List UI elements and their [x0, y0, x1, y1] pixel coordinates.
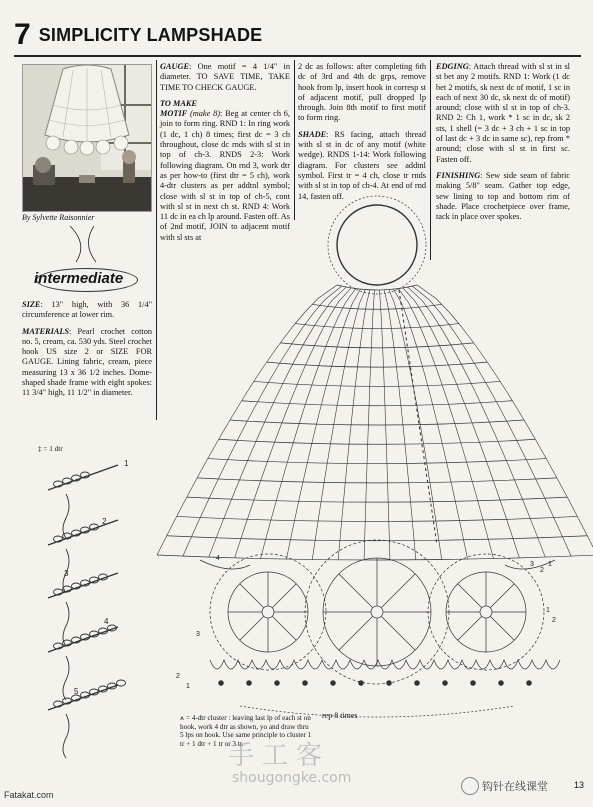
dtr-key [38, 445, 63, 454]
round-number: 1 [186, 683, 190, 690]
shade-round [267, 362, 488, 367]
top-ring-stitches [328, 196, 426, 294]
shade-round [242, 401, 513, 406]
edging-text: : Attach thread with sl st in sl st bet any 2 motifs. RND 1: Work (1 dc bet 2 motifs, sk next dc of motif, 1 sc in each of next 30 dc, sk next dc of motif) around; close with sl st in top of ch-3. RND 2: Ch 1, work * 1 sc in dc, sk 2 sts, 1 shell (= 3 dc + 3 ch + 1 sc in top of last dc + 3 dc in same sc), rep from * around; close with sl st in first sc. Fasten off. [436, 62, 570, 164]
motif-spoke [458, 616, 482, 640]
designer-credit: By Sylvette Raisonnier [22, 213, 95, 222]
cluster-legend-text: = 4-dtr cluster : leaving last lp of each st on hook, work 4 dtr as shown, yo and draw thru 5 lps on hook. Use same principle to cluster 1 tr + 1 dtr + 1 tr or 3 tr. [180, 714, 312, 748]
skill-level-badge: intermediate [34, 270, 124, 287]
howto-step-number: 4 [104, 617, 109, 626]
yarn-loop [117, 680, 126, 686]
edge-picot [415, 681, 420, 686]
shade-round [219, 439, 536, 444]
edge-picot [387, 681, 392, 686]
yarn-strand [63, 602, 69, 646]
motif-spoke [490, 616, 514, 640]
seam-marker [399, 290, 437, 545]
page-number: 13 [574, 780, 585, 790]
round-number: 3 [196, 631, 200, 638]
gauge-text: : One motif = 4 1/4" in diameter. TO SAVE TIME, TAKE TIME TO CHECK GAUGE. [160, 62, 290, 92]
round-number: 1 [548, 561, 552, 568]
motif-outer [428, 554, 544, 670]
yarn-strand [63, 714, 69, 758]
shade-column [412, 286, 571, 556]
motif-label: MOTIF [160, 109, 188, 119]
shade-round [295, 324, 459, 329]
shade-label: SHADE [298, 129, 327, 139]
shade-column [183, 286, 342, 556]
edge-picot [275, 681, 280, 686]
howto-step-number: 5 [74, 687, 79, 696]
site-credit: Fatakat.com [4, 790, 54, 800]
motif-sub: (make 8) [187, 109, 220, 119]
chart-labels [64, 459, 556, 696]
motif-join-text: 2 dc as follows: after completing 6th dc of 3rd and 4th dc grps, remove hook from lp, insert hook in corresp st of adjacent motif, pull dropped lp through. Join 8th motif to first motif to form ring. [298, 62, 426, 123]
howto-step-number: 2 [102, 517, 107, 526]
edge-shells [200, 560, 555, 569]
dtr-howto-sketches [48, 465, 126, 758]
shade-text: : RS facing, attach thread with sl st in dc of any motif (white wedge). RNDS 1-14: Work following diagram. For clusters see addtnl symbol. First tr = 4 ch, close tr rnds with sl st in top of ch-4. At end of rnd 14, fasten off. [298, 129, 426, 201]
round-number: 2 [540, 567, 544, 574]
shade-round [337, 285, 417, 290]
edge-picot [303, 681, 308, 686]
edge-picot [471, 681, 476, 686]
edge-picot [247, 681, 252, 686]
yarn-strand [63, 494, 69, 538]
cluster-symbol-icon: ⩚ [180, 714, 185, 722]
scalloped-edge [210, 660, 560, 669]
wechat-icon [461, 777, 479, 795]
round-number: 3 [530, 561, 534, 568]
shade-column [403, 288, 519, 558]
yarn-strand [63, 656, 69, 700]
motif-spoke [240, 584, 264, 608]
size-text: : 13" high, with 36 1/4" circumference at lower rim. [22, 300, 152, 320]
materials-text: : Pearl crochet cotton no. 5, cream, ca. 530 yds. Steel crochet hook US size 2 or SIZE FOR GAUGE. Lining fabric, cream, piece measuring 13 x 36 1/2 inches. Dome-shaped shade frame with eight spokes: 11 3/4" high, 11 1/2" in diameter. [22, 326, 152, 398]
motif-spoke [339, 574, 373, 608]
motif-text: : Beg at center ch 6, join to form ring. RND 1: In ring work (1 dc, 1 ch) 8 times; first dc = 3 ch throughout, close dc rnds with sl st in top of ch-3. RNDS 2-3: Work following diagram. On rnd 3, work dtr as per how-to (first dtr = 5 ch), work 4-dtr clusters as per addtnl symbol; close with sl st in top of ch-5, cont with sl st in next ch st. RND 4: Work 11 dc in ea ch lp around. Fasten off. As of 2nd motif, JOIN to adjacent motif with sl sts at [160, 109, 290, 242]
motif-center [480, 606, 492, 618]
motif-center [371, 606, 383, 618]
edge-picot [499, 681, 504, 686]
motif-spoke [381, 616, 415, 650]
pattern-number: 7 [14, 18, 31, 51]
motif-spoke [381, 574, 415, 608]
motif-spoke [458, 584, 482, 608]
shade-round [312, 304, 442, 309]
motif-spoke [272, 616, 296, 640]
motif-spoke [272, 584, 296, 608]
shade-grid [157, 196, 593, 560]
motif-spoke [490, 584, 514, 608]
shade-round [280, 343, 473, 348]
shade-column [408, 287, 546, 557]
edge-picot [527, 681, 532, 686]
shade-column [209, 287, 347, 557]
edge-picot [219, 681, 224, 686]
dtr-key-text: = 1 dtr [43, 445, 63, 453]
finishing-text: : Sew side seam of fabric making 5/8" seam. Gather top edge, sew lining to top and bottom rim of shade. Place crochetpiece over frame, tack in place over spokes. [436, 170, 570, 222]
size-label: SIZE [22, 300, 41, 309]
howto-step-number: 3 [64, 569, 69, 578]
edge-picot [359, 681, 364, 686]
edge-picot [331, 681, 336, 686]
finishing-label: FINISHING [436, 170, 481, 180]
watermark-cn: 手工客 [228, 741, 331, 771]
shade-round [167, 536, 588, 541]
materials-label: MATERIALS [22, 326, 70, 336]
motif-outer [210, 554, 326, 670]
repeat-label: rep 8 times [322, 711, 358, 720]
shade-round [157, 555, 593, 560]
round-number: 1 [546, 607, 550, 614]
shade-round [187, 497, 567, 502]
shade-column [235, 288, 351, 558]
shade-round [254, 381, 500, 386]
edge-picot [443, 681, 448, 686]
top-ring [337, 205, 417, 285]
motif-row [200, 540, 560, 717]
round-number: 2 [552, 617, 556, 624]
round-number: 2 [176, 673, 180, 680]
shade-round [197, 478, 557, 483]
motif-spoke [240, 616, 264, 640]
motif-spoke [339, 616, 373, 650]
edging-label: EDGING [436, 62, 469, 71]
shade-round [177, 516, 578, 521]
watermark-url: shougongke.com [232, 770, 352, 786]
pattern-title: SIMPLICITY LAMPSHADE [38, 24, 263, 45]
howto-step-number: 1 [124, 459, 129, 468]
round-number: 4 [216, 555, 220, 562]
wechat-account: 钩针在线课堂 [482, 780, 548, 793]
to-make-heading: TO MAKE [160, 98, 197, 108]
shade-round [230, 420, 524, 425]
gauge-label: GAUGE [160, 62, 190, 71]
motif-center [262, 606, 274, 618]
dtr-symbol-icon: ‡ [38, 445, 42, 453]
shade-round [208, 459, 546, 464]
